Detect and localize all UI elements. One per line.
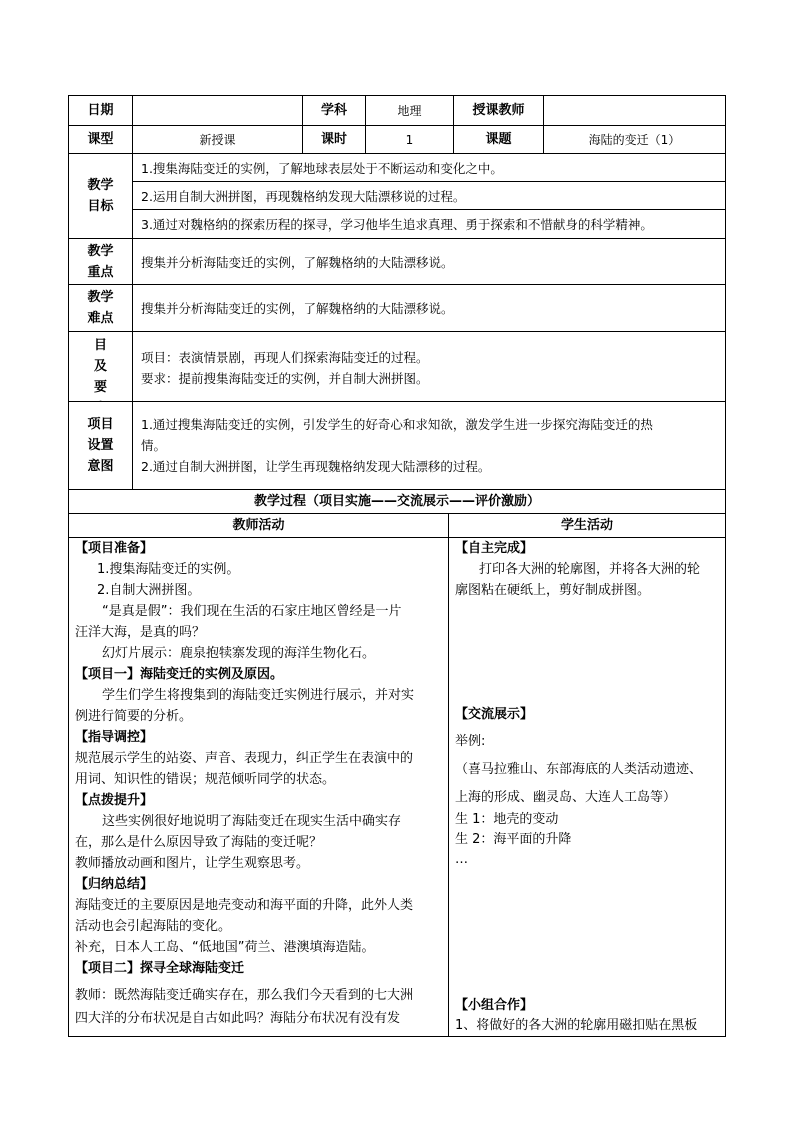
difficulty-label-text: 教学难点 [87, 290, 114, 326]
summary-line-2: 活动也会引起海陆的变化。 [75, 919, 232, 934]
summary-line-3: 补充，日本人工岛、“低地国”荷兰、港澳填海造陆。 [75, 940, 375, 955]
project-one-line-1: 学生们学生将搜集到的海陆变迁实例进行展示，并对实 [102, 688, 415, 703]
project-line-2: 要求：提前搜集海陆变迁的实例，并自制大洲拼图。 [141, 371, 429, 386]
goal-item-3: 3.通过对魏格纳的探索历程的探寻，学习他毕生追求真理、勇于探索和不惜献身的科学精神。 [132, 209, 726, 239]
project-text [132, 331, 726, 402]
student-activity-cell [448, 537, 726, 1037]
key-point-label [68, 238, 133, 285]
difficulty-text: 搜集并分析海陆变迁的实例，了解魏格纳的大陆漂移说。 [132, 284, 726, 332]
difficulty-label [68, 284, 133, 332]
goal-item-1: 1.搜集海陆变迁的实例，了解地球表层处于不断运动和变化之中。 [132, 153, 726, 182]
intent-line-1: 1.通过搜集海陆变迁的实例，引发学生的好奇心和求知欲，激发学生进一步探究海陆变迁的热 [141, 417, 653, 432]
intent-line-2: 情。 [141, 438, 167, 453]
point-line-2: 在，那么是什么原因导致了海陆的变迁呢？ [75, 835, 323, 850]
example-label: 举例: [455, 734, 486, 749]
key-point-label-text: 教学重点 [87, 243, 114, 280]
summary-heading: 【归纳总结】 [75, 877, 154, 892]
topic-value: 海陆的变迁（1） [543, 125, 726, 154]
process-title: 教学过程（项目实施——交流展示——评价激励） [68, 489, 726, 514]
topic-label: 课题 [453, 125, 544, 154]
summary-line-1: 海陆变迁的主要原因是地壳变动和海平面的升降，此外人类 [75, 898, 414, 913]
date-label: 日期 [68, 95, 133, 126]
guide-line-1: 规范展示学生的站姿、声音、表现力，纠正学生在表演中的 [75, 751, 414, 766]
self-complete-heading: 【自主完成】 [455, 541, 534, 556]
slide-line: 幻灯片展示：鹿泉抱犊寨发现的海洋生物化石。 [102, 646, 376, 661]
teacher-value [543, 95, 726, 126]
self-complete-line-2: 廓图粘在硬纸上，剪好制成拼图。 [455, 583, 651, 598]
project-two-line-1: 教师：既然海陆变迁确实存在，那么我们今天看到的七大洲 [75, 988, 414, 1003]
group-work-heading: 【小组合作】 [455, 998, 534, 1013]
lesson-type-value: 新授课 [132, 125, 303, 154]
teacher-label: 授课教师 [453, 95, 544, 126]
teacher-activity-cell [68, 537, 449, 1037]
prep-heading: 【项目准备】 [75, 541, 154, 556]
project-one-heading: 【项目一】海陆变迁的实例及原因。 [75, 667, 284, 682]
period-label: 课时 [302, 125, 366, 154]
project-label [68, 331, 133, 402]
lesson-type-label: 课型 [68, 125, 133, 154]
student-activity-header: 学生活动 [448, 513, 726, 538]
subject-value: 地理 [365, 95, 454, 126]
intent-text [132, 401, 726, 490]
project-line-1: 项目：表演情景剧，再现人们探索海陆变迁的过程。 [141, 350, 429, 365]
self-complete-line-1: 打印各大洲的轮廓图，并将各大洲的轮 [479, 562, 701, 577]
period-value: 1 [365, 125, 454, 154]
goal-item-2: 2.运用自制大洲拼图，再现魏格纳发现大陆漂移说的过程。 [132, 181, 726, 210]
goals-label-text: 教学目标 [87, 178, 114, 214]
question-line-1: “是真是假”：我们现在生活的石家庄地区曾经是一片 [102, 604, 402, 619]
guide-line-2: 用词、知识性的错误；规范倾听同学的状态。 [75, 772, 336, 787]
prep-item-2: 2.自制大洲拼图。 [97, 583, 201, 598]
date-value [132, 95, 303, 126]
intent-label-text: 项目设置意图 [87, 417, 114, 474]
subject-label: 学科 [302, 95, 366, 126]
project-label-text: 目及要 [93, 338, 107, 395]
project-one-line-2: 例进行简要的分析。 [75, 709, 193, 724]
point-line-3: 教师播放动画和图片，让学生观察思考。 [75, 856, 310, 871]
goals-label [68, 153, 133, 239]
example-line-2: 上海的形成、幽灵岛、大连人工岛等） [455, 790, 677, 805]
ellipsis: … [455, 852, 468, 867]
group-work-line-1: 1、将做好的各大洲的轮廓用磁扣贴在黑板 [455, 1018, 698, 1033]
intent-line-3: 2.通过自制大洲拼图，让学生再现魏格纳发现大陆漂移的过程。 [141, 459, 491, 474]
example-line-1: （喜马拉雅山、东部海底的人类活动遗迹、 [455, 762, 703, 777]
student-answer-2: 生 2：海平面的升降 [455, 832, 572, 847]
student-answer-1: 生 1：地壳的变动 [455, 812, 559, 827]
key-point-text: 搜集并分析海陆变迁的实例，了解魏格纳的大陆漂移说。 [132, 238, 726, 285]
prep-item-1: 1.搜集海陆变迁的实例。 [97, 562, 240, 577]
project-two-heading: 【项目二】探寻全球海陆变迁 [75, 961, 245, 976]
project-two-line-2: 四大洋的分布状况是自古如此吗？海陆分布状况有没有发 [75, 1011, 401, 1026]
exchange-heading: 【交流展示】 [455, 707, 534, 722]
teacher-activity-header: 教师活动 [68, 513, 449, 538]
point-line-1: 这些实例很好地说明了海陆变迁在现实生活中确实存 [102, 814, 402, 829]
intent-label [68, 401, 133, 490]
question-line-2: 汪洋大海，是真的吗？ [75, 625, 206, 640]
point-heading: 【点拨提升】 [75, 793, 154, 808]
guide-heading: 【指导调控】 [75, 730, 154, 745]
